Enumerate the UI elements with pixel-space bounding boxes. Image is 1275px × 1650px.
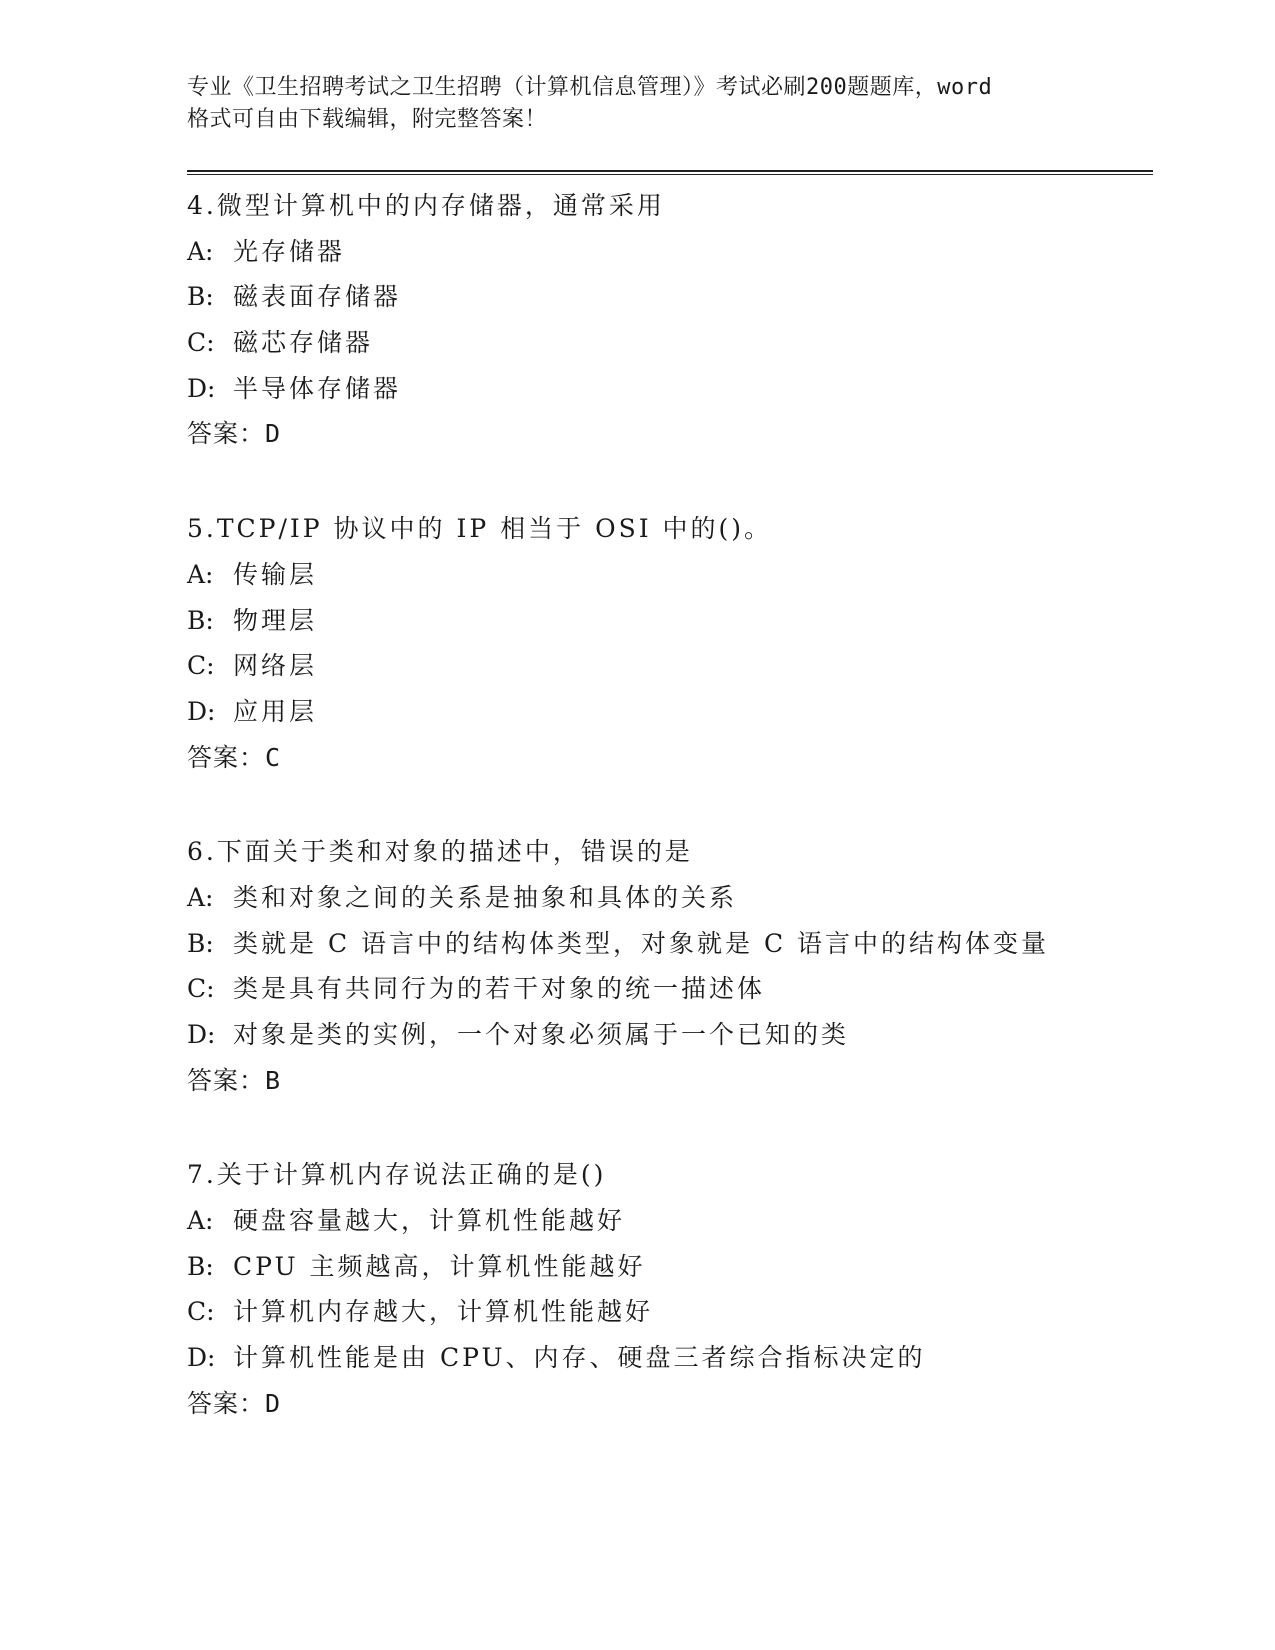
option-letter: C: xyxy=(187,651,215,681)
option-letter: B: xyxy=(187,1251,214,1281)
option-text: 传输层 xyxy=(233,559,318,589)
option-text: CPU 主频越高，计算机性能越好 xyxy=(233,1251,646,1281)
question-list xyxy=(187,183,1147,1427)
option-letter: D: xyxy=(187,1343,216,1373)
option-text: 磁表面存储器 xyxy=(233,282,402,312)
document-header xyxy=(187,72,1147,136)
option-text: 类和对象之间的关系是抽象和具体的关系 xyxy=(233,882,738,912)
option-c xyxy=(187,320,1147,366)
option-b xyxy=(187,1244,1147,1290)
answer-line: 答案：C xyxy=(187,742,282,772)
option-c xyxy=(187,966,1147,1012)
option-c xyxy=(187,1289,1147,1335)
option-text: 光存储器 xyxy=(233,236,346,266)
header-line-1: 专业《卫生招聘考试之卫生招聘（计算机信息管理）》考试必刷200题题库，word xyxy=(187,75,993,100)
option-letter: A: xyxy=(187,882,214,912)
option-text: 网络层 xyxy=(233,651,318,681)
question-stem: 6.下面关于类和对象的描述中，错误的是 xyxy=(187,837,693,867)
option-letter: B: xyxy=(187,282,214,312)
option-text: 类是具有共同行为的若干对象的统一描述体 xyxy=(233,974,766,1004)
option-text: 半导体存储器 xyxy=(233,373,402,403)
option-text: 物理层 xyxy=(233,605,318,635)
question-stem: 4.微型计算机中的内存储器，通常采用 xyxy=(187,191,665,220)
option-letter: C: xyxy=(187,974,215,1004)
option-text: 计算机内存越大，计算机性能越好 xyxy=(233,1297,654,1327)
option-letter: B: xyxy=(187,928,214,958)
option-d xyxy=(187,1012,1147,1058)
option-d xyxy=(187,689,1147,735)
option-text: 应用层 xyxy=(233,696,318,726)
option-a xyxy=(187,1198,1147,1244)
option-letter: A: xyxy=(187,559,214,589)
header-divider xyxy=(187,170,1153,175)
option-text: 对象是类的实例，一个对象必须属于一个已知的类 xyxy=(233,1020,850,1049)
option-letter: C: xyxy=(187,1297,215,1327)
question-5 xyxy=(187,506,1147,780)
option-a xyxy=(187,229,1147,275)
option-b xyxy=(187,921,1147,967)
option-text: 磁芯存储器 xyxy=(233,328,374,358)
option-c xyxy=(187,643,1147,689)
option-d xyxy=(187,1335,1147,1381)
option-letter: C: xyxy=(187,328,215,358)
option-text: 硬盘容量越大，计算机性能越好 xyxy=(233,1206,626,1236)
option-letter: D: xyxy=(187,1020,216,1049)
answer-line: 答案：D xyxy=(187,1388,282,1418)
document-page xyxy=(187,72,1147,1476)
option-a xyxy=(187,875,1147,921)
option-a xyxy=(187,552,1147,598)
question-6 xyxy=(187,829,1147,1103)
option-text: 计算机性能是由 CPU、内存、硬盘三者综合指标决定的 xyxy=(233,1343,926,1373)
option-letter: A: xyxy=(187,236,214,266)
option-letter: A: xyxy=(187,1206,214,1236)
option-text: 类就是 C 语言中的结构体类型，对象就是 C 语言中的结构体变量 xyxy=(233,928,1050,958)
header-line-2: 格式可自由下载编辑，附完整答案！ xyxy=(187,107,548,132)
option-letter: B: xyxy=(187,605,214,635)
option-letter: D: xyxy=(187,696,216,726)
answer-line: 答案：B xyxy=(187,1065,282,1095)
option-d xyxy=(187,366,1147,412)
answer-line: 答案：D xyxy=(187,419,282,449)
option-letter: D: xyxy=(187,373,216,403)
question-4 xyxy=(187,183,1147,457)
question-stem: 5.TCP/IP 协议中的 IP 相当于 OSI 中的()。 xyxy=(187,514,773,544)
option-b xyxy=(187,274,1147,320)
question-stem: 7.关于计算机内存说法正确的是() xyxy=(187,1160,607,1190)
option-b xyxy=(187,598,1147,644)
question-7 xyxy=(187,1152,1147,1426)
